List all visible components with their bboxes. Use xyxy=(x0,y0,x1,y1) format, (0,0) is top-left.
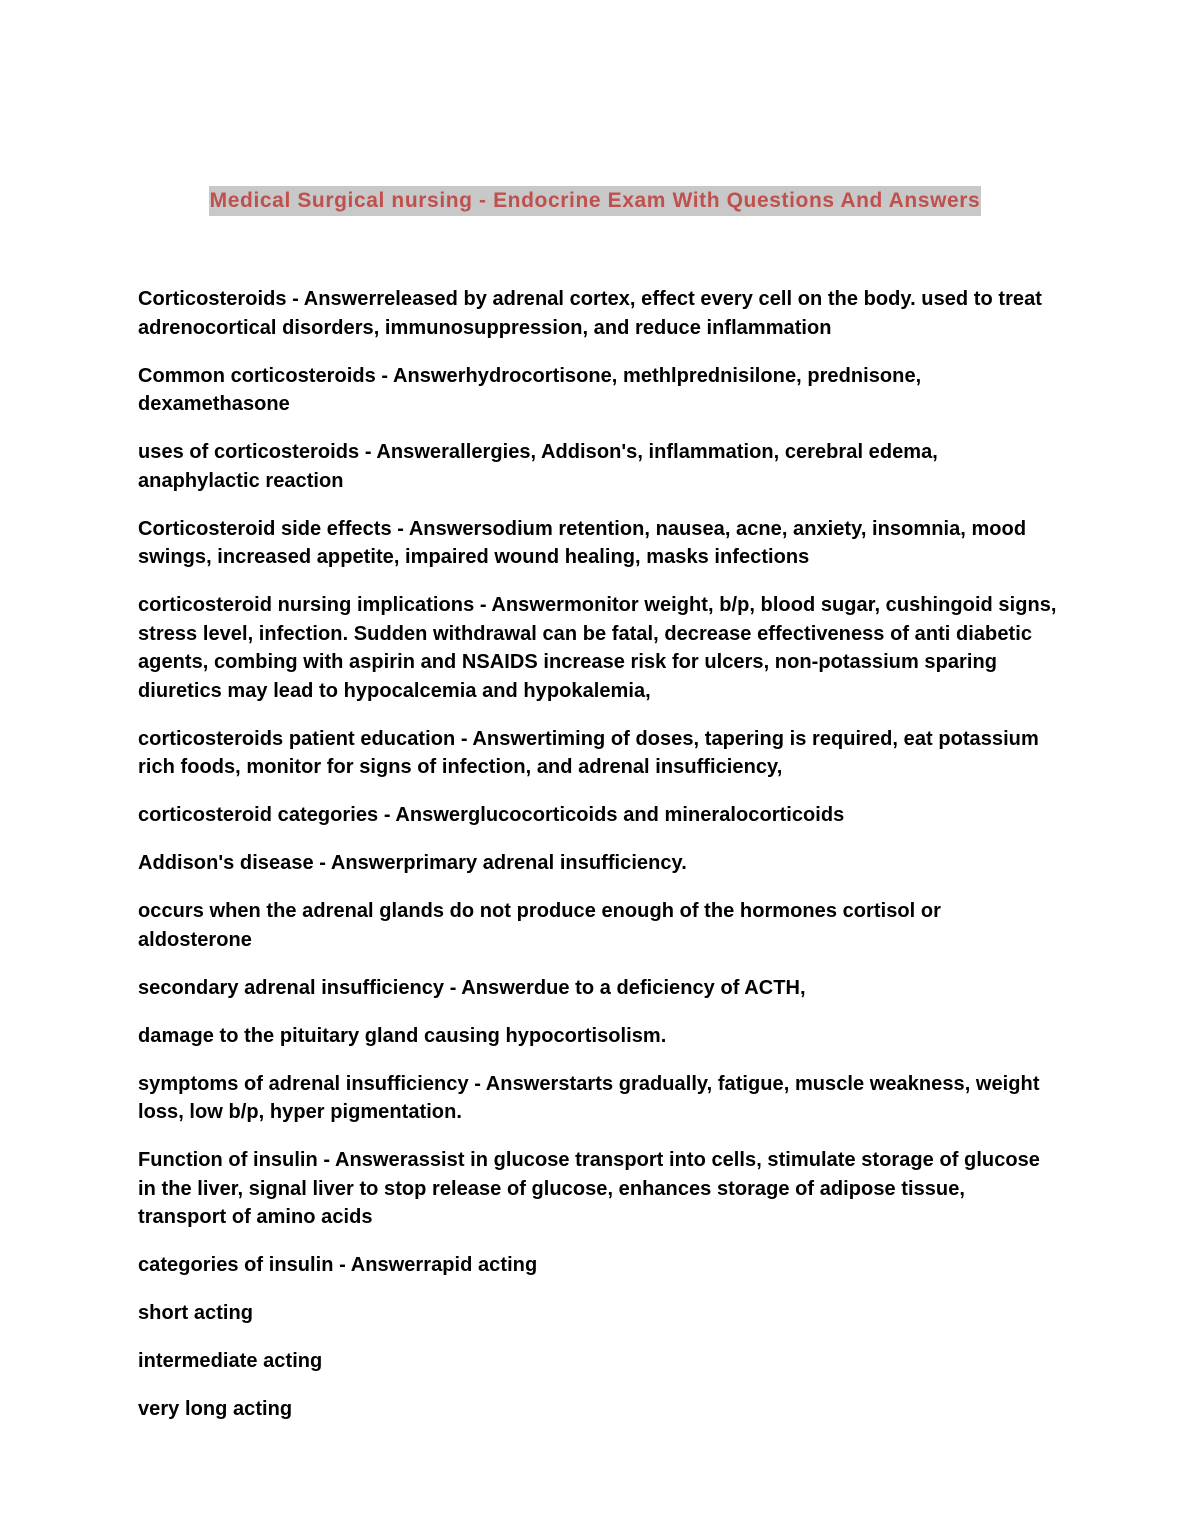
qa-entry: Function of insulin - Answerassist in glucose transport into cells, stimulate storage of glucose in the liver, signal liver to stop release of glucose, enhances storage of adipose tissue, transport of amino acids xyxy=(138,1149,1040,1228)
qa-entry: very long acting xyxy=(138,1398,293,1420)
title-container xyxy=(0,186,1190,216)
qa-entry: short acting xyxy=(138,1302,254,1324)
qa-entry: corticosteroid nursing implications - Answermonitor weight, b/p, blood sugar, cushingoid signs, stress level, infection. Sudden withdrawal can be fatal, decrease effectiveness of anti diabetic agents, combing with aspirin and NSAIDS increase risk for ulcers, non-potassium sparing diuretics may lead to hypocalcemia and hypokalemia, xyxy=(138,594,1057,702)
qa-entry: Corticosteroids - Answerreleased by adrenal cortex, effect every cell on the body. used to treat adrenocortical disorders, immunosuppression, and reduce inflammation xyxy=(138,288,1042,339)
qa-entry: secondary adrenal insufficiency - Answerdue to a deficiency of ACTH, xyxy=(138,976,806,999)
qa-entry: symptoms of adrenal insufficiency - Answerstarts gradually, fatigue, muscle weakness, weight loss, low b/p, hyper pigmentation. xyxy=(138,1072,1040,1123)
qa-entry: uses of corticosteroids - Answerallergies, Addison's, inflammation, cerebral edema, anaphylactic reaction xyxy=(138,441,938,492)
qa-entry: categories of insulin - Answerrapid acting xyxy=(138,1254,538,1276)
document-title: Medical Surgical nursing - Endocrine Exam With Questions And Answers xyxy=(209,186,982,216)
qa-entry: Addison's disease - Answerprimary adrenal insufficiency. xyxy=(138,852,687,874)
qa-list xyxy=(138,285,1058,1443)
qa-entry: Common corticosteroids - Answerhydrocortisone, methlprednisilone, prednisone, dexamethasone xyxy=(138,364,922,415)
qa-entry: corticosteroids patient education - Answertiming of doses, tapering is required, eat potassium rich foods, monitor for signs of infection, and adrenal insufficiency, xyxy=(138,727,1039,778)
qa-entry: Corticosteroid side effects - Answersodium retention, nausea, acne, anxiety, insomnia, mood swings, increased appetite, impaired wound healing, masks infections xyxy=(138,517,1027,568)
qa-entry: intermediate acting xyxy=(138,1350,323,1372)
qa-entry: corticosteroid categories - Answerglucocorticoids and mineralocorticoids xyxy=(138,804,845,826)
qa-entry: damage to the pituitary gland causing hypocortisolism. xyxy=(138,1024,667,1047)
qa-entry: occurs when the adrenal glands do not produce enough of the hormones cortisol or aldosterone xyxy=(138,900,941,951)
